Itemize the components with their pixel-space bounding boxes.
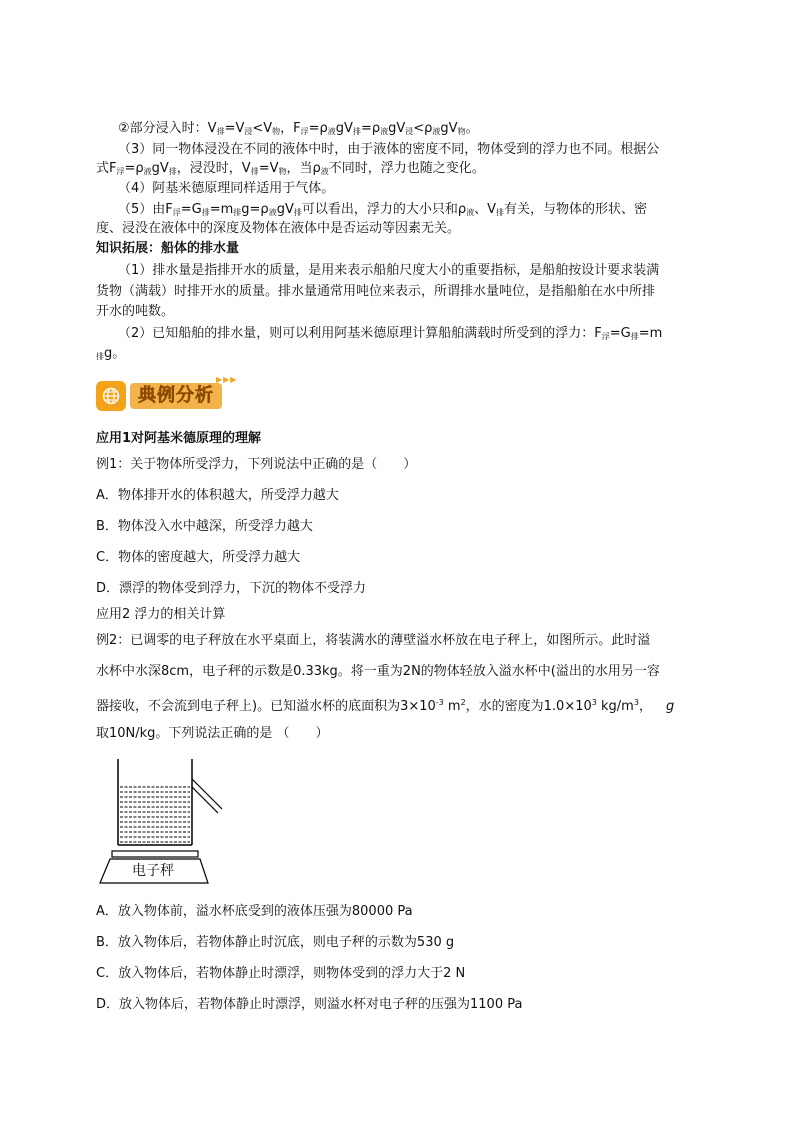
app1-option-a: A．物体排开水的体积越大，所受浮力越大 bbox=[96, 488, 339, 503]
line-displacement-4: （2）已知船舶的排水量，则可以利用阿基米德原理计算船舶满载时所受到的浮力：$F_浮=G_排=m$ bbox=[118, 326, 663, 341]
app2-option-b: B．放入物体后，若物体静止时沉底，则电子秤的示数为530 g bbox=[96, 935, 455, 950]
app1-option-b: B．物体没入水中越深，所受浮力越大 bbox=[96, 519, 313, 534]
app2-question-2: 水杯中水深8cm，电子秤的示数是0.33kg。将一重为2N的物体轻放入溢水杯中(溢出的水用另一容 bbox=[96, 664, 660, 679]
app2-option-d: D．放入物体后，若物体静止时漂浮，则溢水杯对电子秤的压强为1100 Pa bbox=[96, 997, 523, 1012]
banner-arrows: ▶▶▶ bbox=[216, 375, 238, 384]
banner-title: 典例分析 bbox=[130, 383, 222, 409]
app2-option-c: C．放入物体后，若物体静止时漂浮，则物体受到的浮力大于2 N bbox=[96, 966, 466, 981]
app1-option-d: D．漂浮的物体受到浮力，下沉的物体不受浮力 bbox=[96, 581, 367, 596]
globe-icon bbox=[102, 387, 120, 405]
line-displacement-2: 货物（满载）时排开水的质量。排水量通常用吨位来表示，所谓排水量吨位，是指船舶在水中所排 bbox=[96, 284, 656, 299]
app2-question-1: 例2：已调零的电子秤放在水平桌面上，将装满水的薄壁溢水杯放在电子秤上，如图所示。此时溢 bbox=[96, 633, 651, 648]
line-displacement-1: （1）排水量是指排开水的质量，是用来表示船舶尺度大小的重要指标，是船舶按设计要求装满 bbox=[118, 263, 660, 278]
line-point-5: （5）由$F_浮=G_排=m_排g=\rho_液gV_排$可以看出，浮力的大小只和$\rho_液$、$V_排$有关，与物体的形状、密 bbox=[118, 202, 648, 217]
app1-question: 例1：关于物体所受浮力，下列说法中正确的是（ ） bbox=[96, 457, 417, 472]
line-point-4: （4）阿基米德原理同样适用于气体。 bbox=[118, 181, 335, 196]
app2-question-4: 取10N/kg。下列说法正确的是 （ ） bbox=[96, 726, 329, 741]
knowledge-heading: 知识拓展：船体的排水量 bbox=[96, 241, 240, 256]
scale-label: 电子秤 bbox=[132, 863, 174, 879]
app1-heading: 应用1对阿基米德原理的理解 bbox=[96, 431, 262, 446]
line-displacement-5: $_排$g。 bbox=[96, 346, 126, 361]
line-formula: 式$F_浮=\rho_液gV_排$，浸没时，$V_排=V_物$，当$\rho_液$不同时，浮力也随之变化。 bbox=[96, 161, 485, 176]
app2-question-3: 器接收，不会流到电子秤上)。已知溢水杯的底面积为$3\times 10^{-3}$ $m^2$，水的密度为$1.0\times 10^3$ $kg/m^3$， g bbox=[96, 698, 675, 714]
banner-badge bbox=[96, 381, 126, 411]
app2-option-a: A．放入物体前，溢水杯底受到的液体压强为80000 Pa bbox=[96, 904, 413, 919]
section-banner bbox=[96, 375, 246, 411]
line-point-5-cont: 度、浸没在液体中的深度及物体在液体中是否运动等因素无关。 bbox=[96, 221, 461, 236]
line-displacement-3: 开水的吨数。 bbox=[96, 304, 175, 319]
overflow-cup-figure bbox=[98, 757, 226, 885]
line-partial-immersion: ②部分浸入时：$V_排=V_浸<V_物$，$F_浮=\rho_液gV_排=\rho_液gV_浸<\rho_液gV_物$。 bbox=[118, 121, 479, 136]
app2-heading: 应用2 浮力的相关计算 bbox=[96, 607, 226, 622]
line-point-3: （3）同一物体浸没在不同的液体中时，由于液体的密度不同，物体受到的浮力也不同。根据公 bbox=[118, 142, 660, 157]
app1-option-c: C．物体的密度越大，所受浮力越大 bbox=[96, 550, 301, 565]
